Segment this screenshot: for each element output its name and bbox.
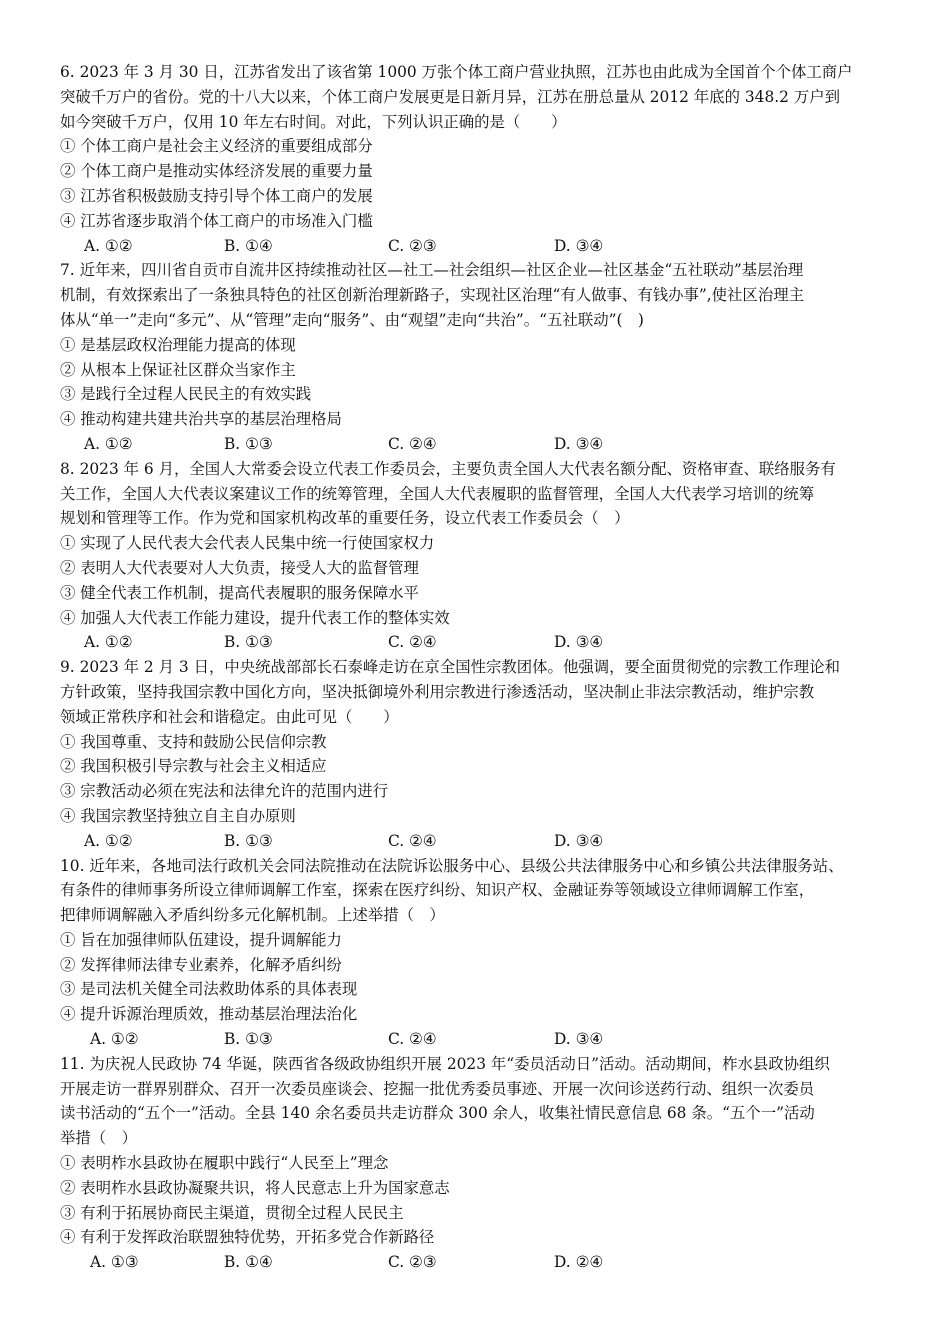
question-stem-line: 10. 近年来，各地司法行政机关会同法院推动在法院诉讼服务中心、县级公共法律服务中心和乡镇公共法律服务站、 [60, 856, 844, 875]
option-c[interactable]: C. ②③ [388, 236, 437, 255]
question-block [60, 258, 900, 456]
option-d[interactable]: D. ②④ [554, 1253, 604, 1272]
statement-item: ① 是基层政权治理能力提高的体现 [60, 335, 296, 354]
option-d[interactable]: D. ③④ [554, 831, 604, 850]
question-stem-line: 机制，有效探索出了一条独具特色的社区创新治理新路子，实现社区治理“有人做事、有钱办事”,使社区治理主 [60, 286, 804, 305]
statement-item: ② 我国积极引导宗教与社会主义相适应 [60, 757, 327, 776]
question-stem-line: 体从“单一”走向“多元”、从“管理”走向“服务”、由“观望”走向“共治”。“五社联动”( ) [60, 310, 644, 329]
question-stem-line: 把律师调解融入矛盾纠纷多元化解机制。上述举措（ ） [60, 906, 445, 925]
statement-item: ④ 加强人大代表工作能力建设，提升代表工作的整体实效 [60, 608, 450, 627]
statement-item: ③ 是践行全过程人民民主的有效实践 [60, 385, 312, 404]
statement-item: ③ 健全代表工作机制，提高代表履职的服务保障水平 [60, 583, 419, 602]
option-d[interactable]: D. ③④ [554, 434, 604, 453]
question-stem-line: 6. 2023 年 3 月 30 日，江苏省发出了该省第 1000 万张个体工商户营业执照，江苏也由此成为全国首个个体工商户 [60, 63, 853, 81]
question-stem-line: 9. 2023 年 2 月 3 日，中央统战部部长石泰峰走访在京全国性宗教团体。他强调，要全面贯彻党的宗教工作理论和 [60, 658, 840, 677]
question-block [60, 60, 900, 258]
statement-item: ② 表明人大代表要对人大负责，接受人大的监督管理 [60, 558, 419, 577]
statement-item: ① 实现了人民代表大会代表人民集中统一行使国家权力 [60, 534, 435, 553]
statement-item: ③ 是司法机关健全司法救助体系的具体表现 [60, 980, 358, 999]
option-c[interactable]: C. ②④ [388, 1030, 437, 1049]
answer-options [60, 234, 900, 259]
option-d[interactable]: D. ③④ [554, 1030, 604, 1049]
answer-options [60, 1250, 900, 1275]
option-b[interactable]: B. ①③ [224, 831, 273, 850]
statement-item: ② 从根本上保证社区群众当家作主 [60, 360, 296, 379]
option-c[interactable]: C. ②④ [388, 434, 437, 453]
option-b[interactable]: B. ①③ [224, 1030, 273, 1049]
option-a[interactable]: A. ①② [84, 633, 133, 652]
option-a[interactable]: A. ①③ [90, 1253, 139, 1272]
statement-item: ④ 我国宗教坚持独立自主自办原则 [60, 806, 296, 825]
statement-item: ② 表明柞水县政协凝聚共识，将人民意志上升为国家意志 [60, 1178, 450, 1197]
answer-options [60, 1027, 900, 1052]
question-block [60, 854, 900, 1052]
option-d[interactable]: D. ③④ [554, 236, 604, 255]
option-a[interactable]: A. ①② [84, 434, 133, 453]
question-block [60, 457, 900, 655]
question-stem-line: 规划和管理等工作。作为党和国家机构改革的重要任务，设立代表工作委员会（ ） [60, 509, 630, 528]
option-b[interactable]: B. ①④ [224, 236, 273, 255]
answer-options [60, 432, 900, 457]
option-c[interactable]: C. ②④ [388, 633, 437, 652]
question-stem-line: 开展走访一群界别群众、召开一次委员座谈会、挖掘一批优秀委员事迹、开展一次问诊送药行动、组织一次委员 [60, 1079, 815, 1098]
option-c[interactable]: C. ②④ [388, 831, 437, 850]
statement-item: ② 发挥律师法律专业素养，化解矛盾纠纷 [60, 955, 342, 974]
question-block [60, 655, 900, 853]
question-stem-line: 突破千万户的省份。党的十八大以来，个体工商户发展更是日新月异，江苏在册总量从 2012 年底的 348.2 万户到 [60, 87, 840, 106]
question-block [60, 1052, 900, 1275]
statement-item: ③ 有利于拓展协商民主渠道，贯彻全过程人民民主 [60, 1203, 404, 1222]
option-b[interactable]: B. ①③ [224, 434, 273, 453]
option-d[interactable]: D. ③④ [554, 633, 604, 652]
option-a[interactable]: A. ①② [84, 236, 133, 255]
statement-item: ④ 推动构建共建共治共享的基层治理格局 [60, 410, 342, 429]
question-stem-line: 举措（ ） [60, 1129, 137, 1148]
statement-item: ① 表明柞水县政协在履职中践行“人民至上”理念 [60, 1154, 389, 1173]
question-stem-line: 有条件的律师事务所设立律师调解工作室，探索在医疗纠纷、知识产权、金融证券等领域设立律师调解工作室， [60, 881, 815, 900]
statement-item: ④ 江苏省逐步取消个体工商户的市场准入门槛 [60, 211, 373, 230]
statement-item: ① 个体工商户是社会主义经济的重要组成部分 [60, 137, 373, 156]
statement-item: ③ 宗教活动必须在宪法和法律允许的范围内进行 [60, 782, 389, 801]
question-stem-line: 关工作，全国人大代表议案建议工作的统筹管理，全国人大代表履职的监督管理，全国人大代表学习培训的统筹 [60, 484, 815, 503]
option-c[interactable]: C. ②③ [388, 1253, 437, 1272]
answer-options [60, 829, 900, 854]
statement-item: ④ 提升诉源治理质效，推动基层治理法治化 [60, 1005, 358, 1024]
statement-item: ② 个体工商户是推动实体经济发展的重要力量 [60, 162, 373, 181]
option-b[interactable]: B. ①③ [224, 633, 273, 652]
question-stem-line: 11. 为庆祝人民政协 74 华诞，陕西省各级政协组织开展 2023 年“委员活动日”活动。活动期间，柞水县政协组织 [60, 1054, 830, 1073]
statement-item: ① 旨在加强律师队伍建设，提升调解能力 [60, 930, 342, 949]
option-a[interactable]: A. ①② [84, 831, 133, 850]
statement-item: ④ 有利于发挥政治联盟独特优势，开拓多党合作新路径 [60, 1228, 435, 1247]
question-page [60, 60, 900, 1275]
option-b[interactable]: B. ①④ [224, 1253, 273, 1272]
question-stem-line: 方针政策，坚持我国宗教中国化方向，坚决抵御境外利用宗教进行渗透活动，坚决制止非法宗教活动，维护宗教 [60, 682, 815, 701]
statement-item: ③ 江苏省积极鼓励支持引导个体工商户的发展 [60, 186, 373, 205]
question-stem-line: 如今突破千万户，仅用 10 年左右时间。对此，下列认识正确的是（ ） [60, 112, 567, 131]
question-stem-line: 7. 近年来，四川省自贡市自流井区持续推动社区—社工—社会组织—社区企业—社区基金“五社联动”基层治理 [60, 261, 804, 280]
question-stem-line: 领域正常秩序和社会和谐稳定。由此可见（ ） [60, 707, 399, 726]
option-a[interactable]: A. ①② [90, 1030, 139, 1049]
statement-item: ① 我国尊重、支持和鼓励公民信仰宗教 [60, 732, 327, 751]
question-stem-line: 读书活动的“五个一”活动。全县 140 余名委员共走访群众 300 余人，收集社情民意信息 68 条。“五个一”活动 [60, 1104, 815, 1123]
question-stem-line: 8. 2023 年 6 月，全国人大常委会设立代表工作委员会，主要负责全国人大代表名额分配、资格审查、联络服务有 [60, 459, 836, 478]
answer-options [60, 630, 900, 655]
